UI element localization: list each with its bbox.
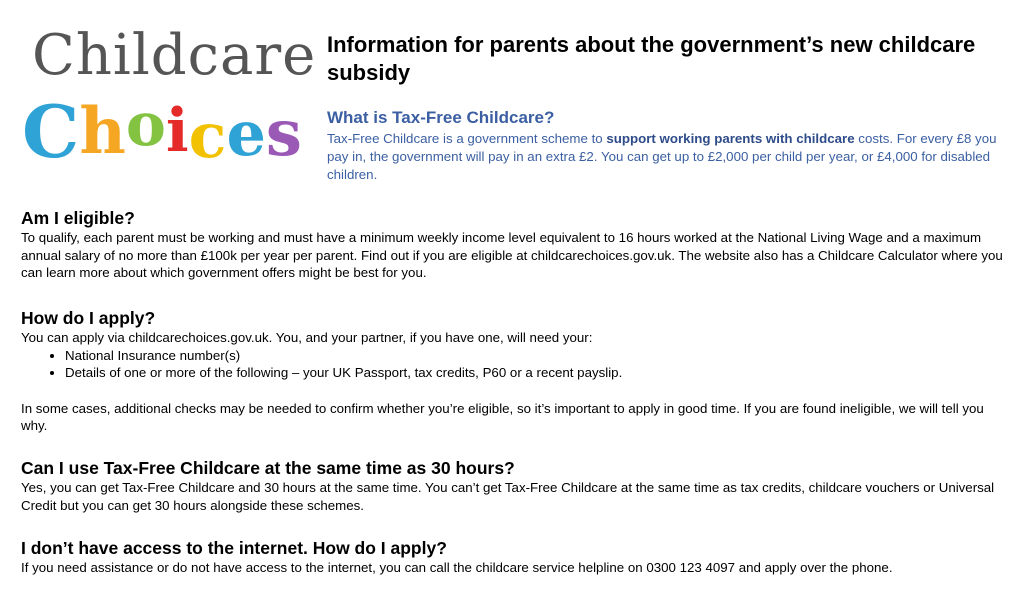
- section-how-to-apply: [21, 307, 1011, 435]
- intro-text-end: costs. For every £8 you pay in, the government will pay in an extra £2. You can get up to £2,000 per child per year, or £4,000 for disabled children.: [327, 131, 997, 182]
- page-title: Information for parents about the government’s new childcare subsidy: [327, 32, 976, 85]
- logo-letter: i: [165, 96, 189, 166]
- list-item: • National Insurance number(s): [65, 347, 1011, 365]
- childcare-choices-logo: [22, 23, 317, 178]
- section-heading: Can I use Tax-Free Childcare at the same time as 30 hours?: [21, 458, 515, 478]
- section-heading: I don’t have access to the internet. How do I apply?: [21, 538, 447, 558]
- logo-letter: o: [125, 90, 166, 160]
- section-body: If you need assistance or do not have access to the internet, you can call the childcare service helpline on 0300 123 4097 and apply over the phone.: [21, 560, 893, 575]
- section-body: Yes, you can get Tax-Free Childcare and 30 hours at the same time. You can’t get Tax-Free Childcare at the same time as tax credits, childcare vouchers or Universal Credit but you can get 30 hours alongside these schemes.: [21, 480, 995, 513]
- logo-letter: s: [265, 96, 302, 171]
- section-body: To qualify, each parent must be working and must have a minimum weekly income level equivalent to 16 hours worked at the National Living Wage and a maximum annual salary of no more than £100k per year per parent. Find out if you are eligible at childcarechoices.gov.uk. The website also has a Childcare Calculator where you can learn more about which government offers might be best for you.: [21, 230, 1003, 280]
- logo-letter: e: [226, 97, 266, 170]
- logo-letter: h: [79, 94, 126, 169]
- intro-text-start: Tax-Free Childcare is a government scheme to: [327, 131, 607, 146]
- section-no-internet: [21, 537, 1011, 577]
- section-heading: How do I apply?: [21, 308, 156, 328]
- list-item: • Details of one or more of the following – your UK Passport, tax credits, P60 or a recent payslip.: [65, 364, 1011, 382]
- section-thirty-hours: [21, 457, 1011, 514]
- tax-free-childcare-heading: What is Tax-Free Childcare?: [327, 108, 555, 127]
- requirements-list: [21, 347, 1011, 382]
- tax-free-childcare-intro: [327, 130, 1017, 184]
- section-body: You can apply via childcarechoices.gov.uk. You, and your partner, if you have one, will need your:: [21, 330, 593, 345]
- section-note: In some cases, additional checks may be needed to confirm whether you’re eligible, so it’s important to apply in good time. If you are found ineligible, we will tell you why.: [21, 400, 984, 433]
- logo-childcare-word: Childcare: [32, 23, 317, 88]
- section-heading: Am I eligible?: [21, 208, 135, 228]
- section-eligibility: [21, 207, 1011, 282]
- logo-choices-word: [22, 89, 302, 174]
- intro-text-bold: support working parents with childcare: [606, 131, 855, 146]
- logo-letter: C: [22, 89, 80, 174]
- logo-letter: c: [188, 99, 227, 172]
